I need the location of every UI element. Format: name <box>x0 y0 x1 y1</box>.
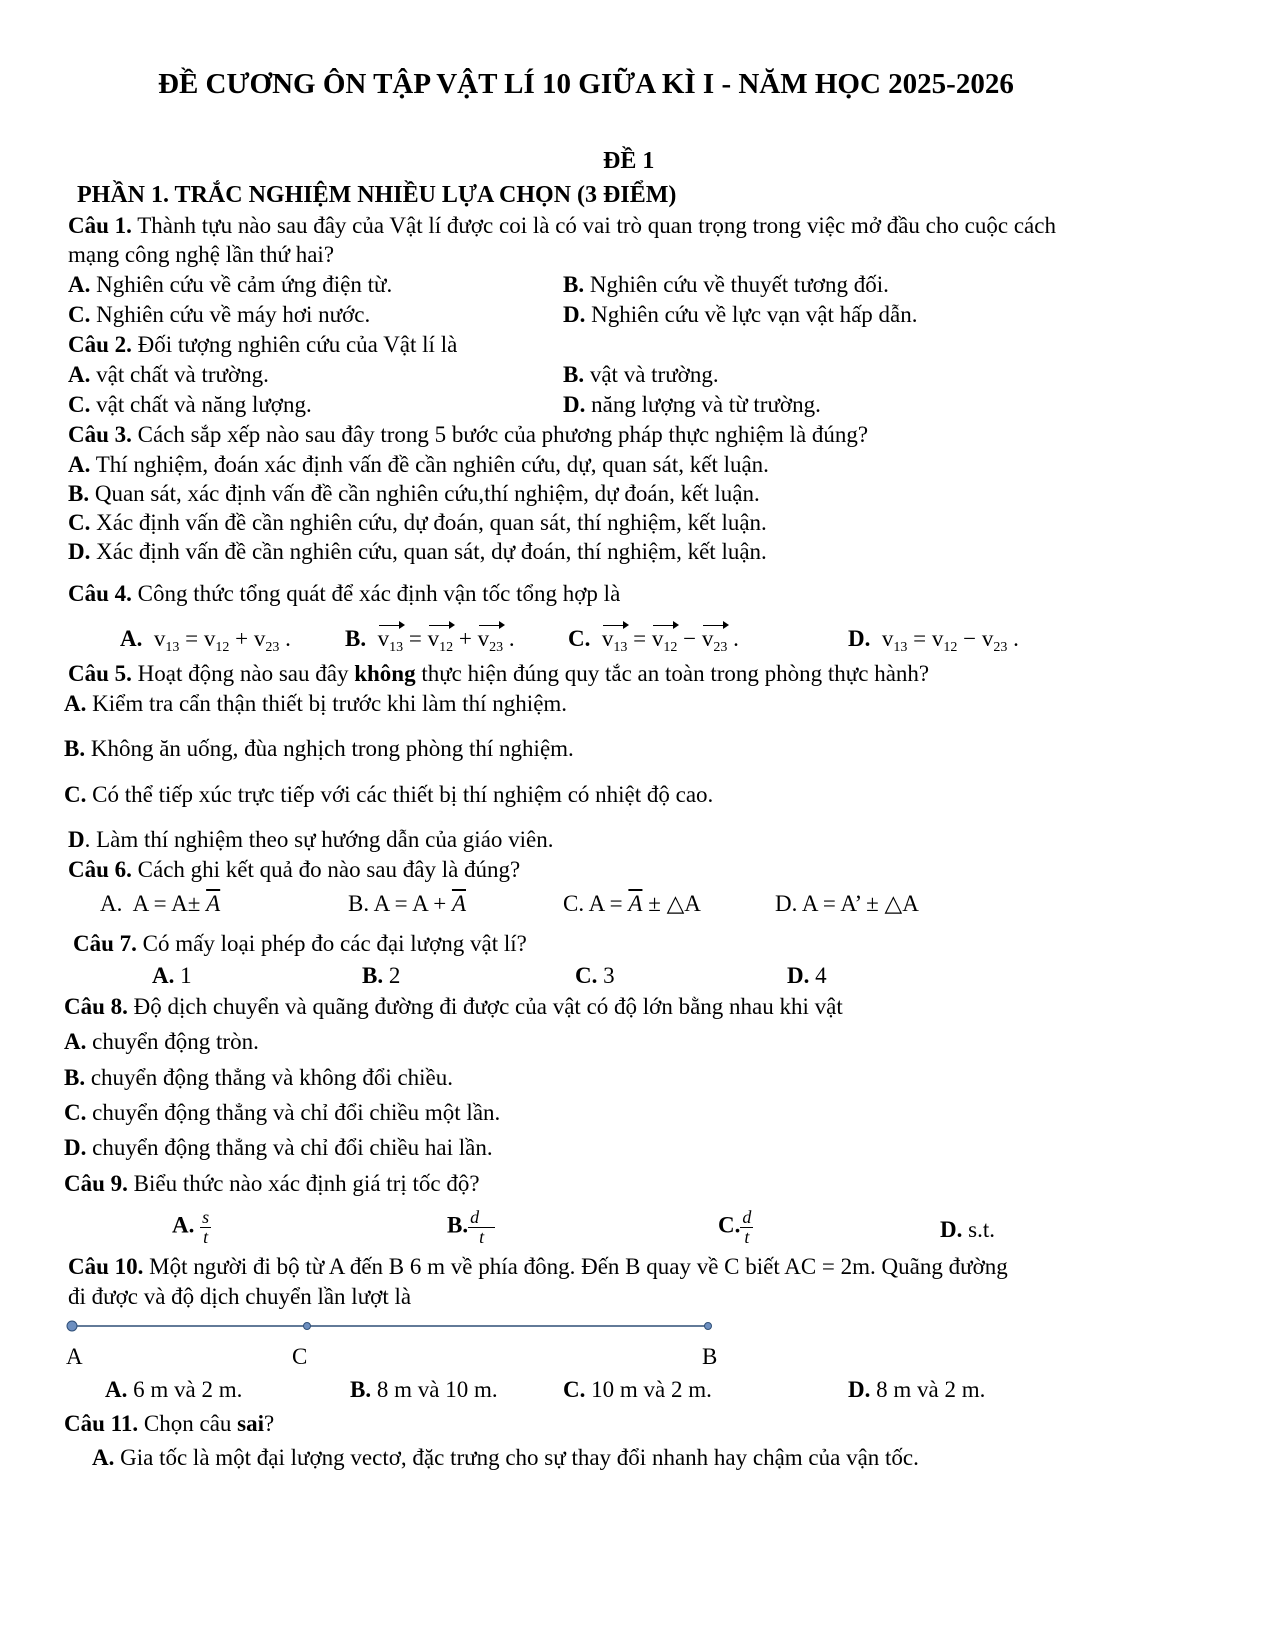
option-a: A. chuyển động tròn. <box>64 1029 259 1054</box>
option-d: D. Xác định vấn đề cần nghiên cứu, quan sát, dự đoán, thí nghiệm, kết luận. <box>68 539 767 564</box>
option-a: A. Gia tốc là một đại lượng vectơ, đặc trưng cho sự thay đổi nhanh hay chậm của vận tốc. <box>92 1445 919 1470</box>
question-5: Câu 5. Hoạt động nào sau đây không thực hiện đúng quy tắc an toàn trong phòng thực hành? <box>68 661 930 686</box>
option-d: D. năng lượng và từ trường. <box>563 392 821 417</box>
option-b: B. $v_{13} = v_{12} + v_{23}$ . <box>345 626 515 655</box>
option-c: C. Xác định vấn đề cần nghiên cứu, dự đoán, quan sát, thí nghiệm, kết luận. <box>68 510 767 535</box>
question-4: Câu 4. Công thức tổng quát để xác định vận tốc tổng hợp là <box>68 581 621 606</box>
option-c: C. chuyển động thẳng và chỉ đổi chiều một lần. <box>64 1100 501 1125</box>
option-b: B. $A = A + \overline{A}$ <box>348 891 466 916</box>
option-d: D. $v_{13} = v_{12} - v_{23}$ . <box>848 626 1019 655</box>
option-d: D. s.t. <box>940 1217 995 1242</box>
option-a: A. Thí nghiệm, đoán xác định vấn đề cần nghiên cứu, dự, quan sát, kết luận. <box>68 452 769 477</box>
question-1 <box>68 212 1056 241</box>
point-b-marker <box>705 1323 712 1330</box>
option-a: A. vật chất và trường. <box>68 362 269 387</box>
option-c: C. 10 m và 2 m. <box>563 1377 712 1402</box>
option-c: C. $A = \overline{A}$ ± △A <box>563 891 701 916</box>
option-a: A. 6 m và 2 m. <box>105 1377 243 1402</box>
option-b: B. 2 <box>362 963 401 988</box>
option-d: D. Nghiên cứu về lực vạn vật hấp dẫn. <box>563 302 918 327</box>
distance-diagram <box>60 1312 730 1342</box>
section-heading: PHẦN 1. TRẮC NGHIỆM NHIỀU LỰA CHỌN (3 ĐIỂM) <box>77 182 677 208</box>
option-b: B. $\frac{d⃗}{t}$ <box>447 1207 494 1247</box>
question-text: Thành tựu nào sau đây của Vật lí được coi là có vai trò quan trọng trong việc mở đầu cho cuộc cách <box>131 213 1056 238</box>
option-b: B. Không ăn uống, đùa nghịch trong phòng thí nghiệm. <box>64 736 574 761</box>
option-b: B. Nghiên cứu về thuyết tương đối. <box>563 272 889 297</box>
option-d: D. 4 <box>787 963 827 988</box>
option-a: A. $\frac{s}{t}$ <box>172 1207 210 1247</box>
question-7: Câu 7. Có mấy loại phép đo các đại lượng vật lí? <box>73 931 527 956</box>
option-b: B. vật và trường. <box>563 362 719 387</box>
option-d: D. A = A’ ± △A <box>775 891 919 916</box>
question-9: Câu 9. Biểu thức nào xác định giá trị tốc độ? <box>64 1171 480 1196</box>
option-d: D. chuyển động thẳng và chỉ đổi chiều hai lần. <box>64 1135 493 1160</box>
option-a: A. $v_{13} = v_{12} + v_{23}$ . <box>120 626 291 655</box>
point-b-label: B <box>702 1344 718 1369</box>
point-a-marker <box>67 1321 77 1331</box>
option-c: C. 3 <box>575 963 615 988</box>
option-d: D. Làm thí nghiệm theo sự hướng dẫn của giáo viên. <box>68 827 554 852</box>
option-c: C. Nghiên cứu về máy hơi nước. <box>68 302 371 327</box>
option-c: C. vật chất và năng lượng. <box>68 392 312 417</box>
option-b: B. 8 m và 10 m. <box>350 1377 498 1402</box>
option-a: A. 1 <box>152 963 192 988</box>
document-title: ĐỀ CƯƠNG ÔN TẬP VẬT LÍ 10 GIỮA KÌ I - NĂM HỌC 2025-2026 <box>158 68 1014 100</box>
exam-label: ĐỀ 1 <box>603 148 655 174</box>
question-2: Câu 2. Đối tượng nghiên cứu của Vật lí là <box>68 332 458 357</box>
question-8: Câu 8. Độ dịch chuyển và quãng đường đi được của vật có độ lớn bằng nhau khi vật <box>64 994 843 1019</box>
option-c: C. $v_{13} = v_{12} - v_{23}$ . <box>568 626 739 655</box>
option-b: B. Quan sát, xác định vấn đề cần nghiên cứu,thí nghiệm, dự đoán, kết luận. <box>68 481 760 506</box>
option-a: A. Nghiên cứu về cảm ứng điện từ. <box>68 272 393 297</box>
question-10: Câu 10. Một người đi bộ từ A đến B 6 m về phía đông. Đến B quay về C biết AC = 2m. Quãng đường <box>68 1254 1008 1279</box>
question-1-cont: mạng công nghệ lần thứ hai? <box>68 242 335 267</box>
question-10-cont: đi được và độ dịch chuyển lần lượt là <box>68 1284 412 1309</box>
point-c-label: C <box>292 1344 308 1369</box>
option-c: C. Có thể tiếp xúc trực tiếp với các thiết bị thí nghiệm có nhiệt độ cao. <box>64 782 714 807</box>
question-3: Câu 3. Cách sắp xếp nào sau đây trong 5 bước của phương pháp thực nghiệm là đúng? <box>68 422 869 447</box>
option-c: C. $\frac{d}{t}$ <box>718 1207 752 1247</box>
question-6: Câu 6. Cách ghi kết quả đo nào sau đây là đúng? <box>68 857 521 882</box>
option-a: A. Kiểm tra cẩn thận thiết bị trước khi làm thí nghiệm. <box>64 691 568 716</box>
point-c-marker <box>304 1323 311 1330</box>
option-d: D. 8 m và 2 m. <box>848 1377 986 1402</box>
option-b: B. chuyển động thẳng và không đổi chiều. <box>64 1065 454 1090</box>
question-11: Câu 11. Chọn câu sai? <box>64 1411 275 1436</box>
question-label: Câu 1. <box>68 213 132 238</box>
option-a: A. $A = A\pm \overline{A}$ <box>100 891 221 916</box>
point-a-label: A <box>66 1344 83 1369</box>
